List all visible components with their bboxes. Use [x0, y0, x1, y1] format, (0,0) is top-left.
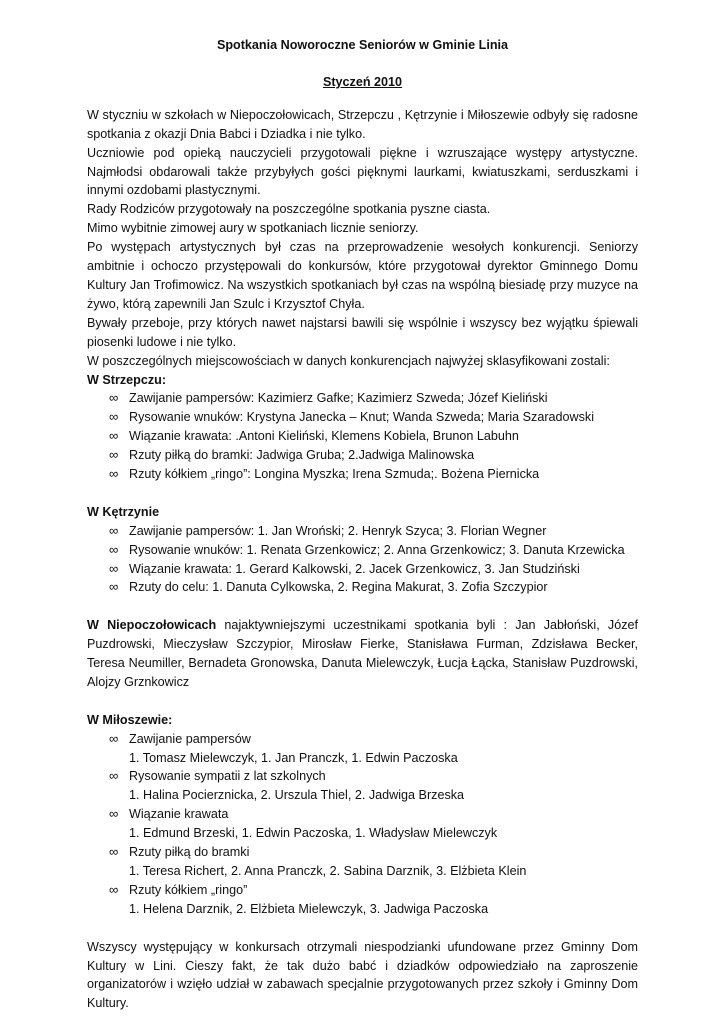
infinity-bullet-icon: ∞ — [109, 881, 119, 897]
infinity-bullet-icon: ∞ — [109, 768, 119, 784]
section-heading: W Strzepczu: — [87, 372, 167, 387]
section-heading: W Kętrzynie — [87, 504, 160, 519]
list-item: ∞ Rzuty do celu: 1. Danuta Cylkowska, 2. Regina Makurat, 3. Zofia Szczypior — [87, 578, 638, 597]
result-line: 1. Halina Pocierznicka, 2. Urszula Thiel, 2. Jadwiga Brzeska — [129, 788, 465, 803]
intro-paragraph: W styczniu w szkołach w Niepoczołowicach, Strzepczu , Kętrzynie i Miłoszewie odbyły się radosne spotkania z okazji Dnia Babci i Dziadka i nie tylko. — [87, 107, 638, 141]
intro-paragraph: W poszczególnych miejscowościach w danych konkurencjach najwyżej sklasyfikowani zostali: — [87, 353, 610, 368]
intro-paragraph: Rady Rodziców przygotowały na poszczególne spotkania pyszne ciasta. — [87, 202, 491, 217]
section-heading: W Niepoczołowicach — [87, 618, 217, 633]
infinity-bullet-icon: ∞ — [109, 806, 119, 822]
list-item: ∞ Rysowanie wnuków: 1. Renata Grzenkowicz; 2. Anna Grzenkowicz; 3. Danuta Krzewicka — [87, 541, 638, 560]
ketrzyno-section — [87, 503, 638, 598]
infinity-bullet-icon: ∞ — [109, 560, 119, 576]
list-item: ∞ Rysowanie sympatii z lat szkolnych — [87, 767, 638, 786]
infinity-bullet-icon: ∞ — [109, 579, 119, 595]
result-line: 1. Edmund Brzeski, 1. Edwin Paczoska, 1. Władysław Mielewczyk — [129, 826, 498, 841]
document-subtitle: Styczeń 2010 — [322, 74, 403, 89]
intro-paragraph: Uczniowie pod opieką nauczycieli przygotowali piękne i wzruszające występy artystyczne. Najmłodsi obdarowali także przybyłych gości pięknymi laurkami, kwiatuszkami, serduszkami i innymi ozdobami plastycznymi. — [87, 145, 638, 198]
miloszewo-section — [87, 711, 638, 919]
result-line: 1. Tomasz Mielewczyk, 1. Jan Pranczk, 1. Edwin Paczoska — [129, 750, 458, 765]
list-item: ∞ Rysowanie wnuków: Krystyna Janecka – Knut; Wanda Szweda; Maria Szaradowski — [87, 408, 638, 427]
results-list — [87, 730, 638, 919]
closing-paragraph: Wszyscy występujący w konkursach otrzymali niespodzianki ufundowane przez Gminny Dom Kultury w Lini. Cieszy fakt, że tak dużo babć i dziadków odpowiedziało na zaproszenie organizatorów i wzięło udział w zabawach specjalnie przygotowanych przez szkoły i Gminny Dom Kultury. — [87, 939, 638, 1011]
list-item: ∞ Zawijanie pampersów — [87, 730, 638, 749]
section-heading: W Miłoszewie: — [87, 712, 173, 727]
niepoczolowice-paragraph: W Niepoczołowicach najaktywniejszymi uczestnikami spotkania byli : Jan Jabłoński, Józef Puzdrowski, Mieczysław Szczypior, Mirosław Fierke, Stanisława Furman, Zdzisława Becker, Teresa Neumiller, Bernadeta Gronowska, Danuta Mielewczyk, Łucja Łącka, Stanisław Puzdrowski, Alojzy Grznkowicz — [87, 618, 638, 689]
list-item: ∞ Rzuty piłką do bramki — [87, 843, 638, 862]
intro-paragraph: Po występach artystycznych był czas na przeprowadzenie wesołych konkurencji. Seniorzy ambitnie i ochoczo przystępowali do konkursów, które przygotował dyrektor Gminnego Domu Kultury Jan Trofimowicz. Na wszystkich spotkaniach był czas na wspólną biesiadę przy muzyce na żywo, którą zapewnili Jan Szulc i Krzysztof Chyła. — [87, 240, 638, 311]
intro-paragraph: Bywały przeboje, przy których nawet najstarsi bawili się wspólnie i wszyscy bez wyjątku śpiewali piosenki ludowe i nie tylko. — [87, 315, 638, 349]
results-list — [87, 522, 638, 598]
results-list — [87, 389, 638, 484]
infinity-bullet-icon: ∞ — [109, 390, 119, 406]
list-item: ∞ Rzuty kółkiem „ringo”: Longina Myszka; Irena Szmuda;. Bożena Piernicka — [87, 465, 638, 484]
list-item: ∞ Zawijanie pampersów: 1. Jan Wroński; 2. Henryk Szyca; 3. Florian Wegner — [87, 522, 638, 541]
result-line: 1. Helena Darznik, 2. Elżbieta Mielewczyk, 3. Jadwiga Paczoska — [129, 901, 489, 916]
spacer — [87, 597, 638, 616]
strzepcz-section — [87, 371, 638, 484]
infinity-bullet-icon: ∞ — [109, 730, 119, 746]
document-title: Spotkania Noworoczne Seniorów w Gminie Linia — [216, 38, 509, 52]
infinity-bullet-icon: ∞ — [109, 428, 119, 444]
infinity-bullet-icon: ∞ — [109, 447, 119, 463]
infinity-bullet-icon: ∞ — [109, 466, 119, 482]
spacer — [87, 484, 638, 503]
list-item: ∞ Wiązanie krawata: .Antoni Kieliński, Klemens Kobiela, Brunon Labuhn — [87, 427, 638, 446]
intro-section — [87, 106, 638, 371]
list-item: ∞ Wiązanie krawata — [87, 805, 638, 824]
list-item: ∞ Rzuty piłką do bramki: Jadwiga Gruba; 2.Jadwiga Malinowska — [87, 446, 638, 465]
spacer — [87, 692, 638, 711]
list-item: ∞ Rzuty kółkiem „ringo” — [87, 881, 638, 900]
intro-paragraph: Mimo wybitnie zimowej aury w spotkaniach licznie seniorzy. — [87, 221, 419, 236]
infinity-bullet-icon: ∞ — [109, 409, 119, 425]
list-item: ∞ Wiązanie krawata: 1. Gerard Kalkowski, 2. Jacek Grzenkowicz, 3. Jan Studziński — [87, 560, 638, 579]
list-item: ∞ Zawijanie pampersów: Kazimierz Gafke; Kazimierz Szweda; Józef Kieliński — [87, 389, 638, 408]
spacer — [87, 919, 638, 938]
result-line: 1. Teresa Richert, 2. Anna Pranczk, 2. Sabina Darznik, 3. Elżbieta Klein — [129, 864, 527, 879]
infinity-bullet-icon: ∞ — [109, 522, 119, 538]
infinity-bullet-icon: ∞ — [109, 541, 119, 557]
infinity-bullet-icon: ∞ — [109, 844, 119, 860]
